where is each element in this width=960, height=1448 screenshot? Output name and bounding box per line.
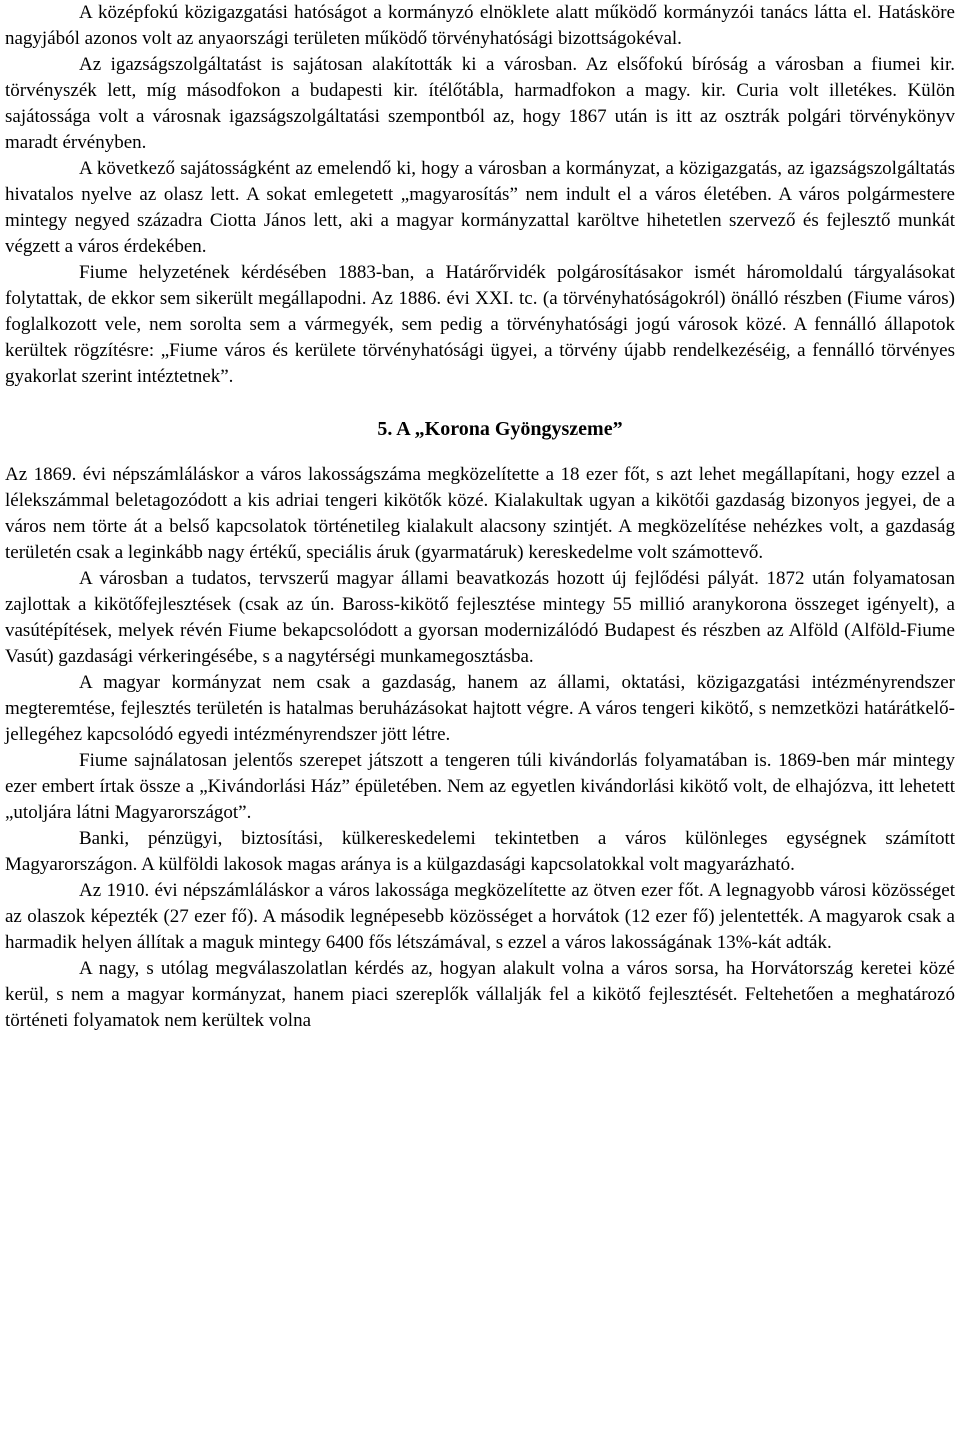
paragraph-institutions: A magyar kormányzat nem csak a gazdaság, hanem az állami, oktatási, közigazgatási intézményrendszer megteremtése, fejlesztés területén is hatalmas beruházásokat hajtott végre. A város tengeri kikötő, s nemzetközi határátkelő-jellegéhez kapcsolódó egyedi intézményrendszer jött létre.: [5, 672, 955, 745]
paragraph-census-1869: Az 1869. évi népszámláláskor a város lakosságszáma megközelítette a 18 ezer főt, s azt lehet megállapítani, hogy ezzel a lélekszámmal beletagozódott a kis adriai tengeri kikötők közé. Kialakultak ugyan a kikötői gazdaság bizonyos jegyei, de a város nem törte át a belső kapcsolatok történetileg kialakult alacsony szintjét. A megközelítése nehézkes volt, a gazdaság területén csak a leginkább nagy értékű, speciális áruk (gyarmatáruk) kereskedelme volt számottevő.: [5, 464, 955, 563]
paragraph-census-1910: Az 1910. évi népszámláláskor a város lakossága megközelítette az ötven ezer főt. A legnagyobb városi közösséget az olaszok képezték (27 ezer fő). A második legnépesebb közösséget a horvátok (12 ezer fő) jelentették. A magyarok csak a harmadik helyen állítak a maguk mintegy 6400 fős létszámával, s ezzel a város lakosságának 13%-kát adták.: [5, 880, 955, 953]
paragraph-state-intervention: A városban a tudatos, tervszerű magyar állami beavatkozás hozott új fejlődési pályát. 1872 után folyamatosan zajlottak a kikötőfejlesztések (csak az ún. Baross-kikötő fejlesztése mintegy 55 millió aranykorona összeget igényelt), a vasútépítések, melyek révén Fiume bekapcsolódott a gyorsan modernizálódó Budapest és részben az Alföld (Alföld-Fiume Vasút) gazdasági vérkeringésébe, s a nagytérségi munkamegosztásba.: [5, 568, 955, 667]
paragraph-judiciary: Az igazságszolgáltatást is sajátosan alakították ki a városban. Az elsőfokú bíróság a városban a fiumei kir. törvényszék lett, míg másodfokon a budapesti kir. ítélőtábla, harmadfokon a magy. kir. Curia volt illetékes. Külön sajátossága volt a városnak igazságszolgáltatási szempontból az, hogy 1867 után is itt az osztrák polgári törvénykönyv maradt érvényben.: [5, 54, 955, 153]
section-heading: 5. A „Korona Gyöngyszeme”: [377, 418, 623, 440]
paragraph-status-1883: Fiume helyzetének kérdésében 1883-ban, a Határőrvidék polgárosításakor ismét háromoldalú tárgyalásokat folytattak, de ekkor sem sikerült megállapodni. Az 1886. évi XXI. tc. (a törvényhatóságokról) önálló részben (Fiume város) foglalkozott vele, nem sorolta sem a vármegyék, sem pedig a törvényhatósági jogú városok közé. A fennálló állapotok kerültek rögzítésre: „Fiume város és kerülete törvényhatósági ügyei, a törvény újabb rendelkezéséig, a fennálló törvényes gyakorlat szerint intéztetnek”.: [5, 262, 955, 387]
paragraph-open-question: A nagy, s utólag megválaszolatlan kérdés az, hogyan alakult volna a város sorsa, ha Horvátország keretei közé kerül, s nem a magyar kormányzat, hanem piaci szereplők vállalják fel a kikötő fejlesztését. Feltehetően a meghatározó történeti folyamatok nem kerültek volna: [5, 958, 955, 1031]
paragraph-banking: Banki, pénzügyi, biztosítási, külkereskedelemi tekintetben a város különleges egységnek számított Magyarországon. A külföldi lakosok magas aránya is a külgazdasági kapcsolatokkal volt magyarázható.: [5, 828, 955, 875]
paragraph-administration: A középfokú közigazgatási hatóságot a kormányzó elnöklete alatt működő kormányzói tanács látta el. Hatásköre nagyjából azonos volt az anyaországi területen működő törvényhatósági bizottságokéval.: [5, 2, 955, 49]
paragraph-emigration: Fiume sajnálatosan jelentős szerepet játszott a tengeren túli kivándorlás folyamatában is. 1869-ben már mintegy ezer embert írtak össze a „Kivándorlási Ház” épületében. Nem az egyetlen kivándorlási kikötő volt, de elhajózva, itt lehetett „utoljára látni Magyarországot”.: [5, 750, 955, 823]
paragraph-language: A következő sajátosságként az emelendő ki, hogy a városban a kormányzat, a közigazgatás, az igazságszolgáltatás hivatalos nyelve az olasz lett. A sokat emlegetett „magyarosítás” nem indult el a város életében. A város polgármestere mintegy negyed századra Ciotta János lett, aki a magyar kormányzattal karöltve hihetetlen szervező és fejlesztő munkát végzett a város érdekében.: [5, 158, 955, 257]
document-page: [5, 0, 955, 1034]
